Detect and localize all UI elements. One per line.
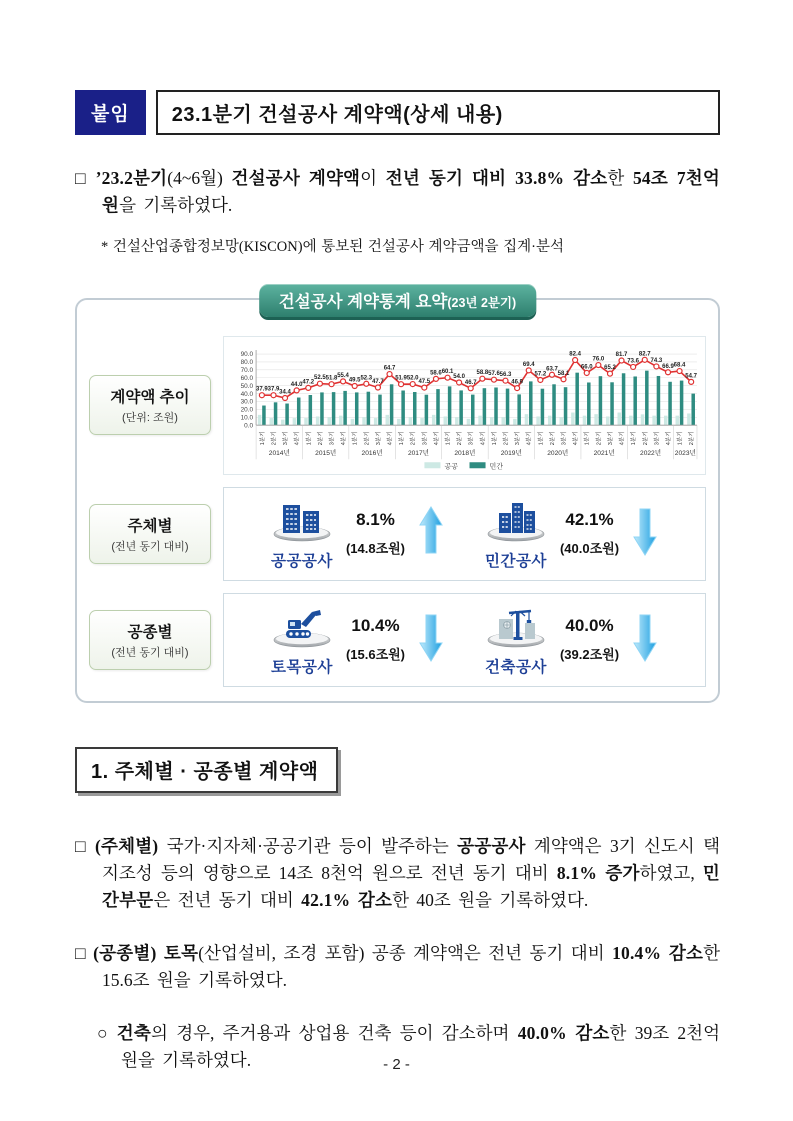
svg-text:73.6: 73.6 <box>627 358 639 365</box>
building-works-pct: 40.0% <box>565 616 614 636</box>
svg-text:4분기: 4분기 <box>619 431 626 446</box>
svg-text:공공: 공공 <box>444 463 458 471</box>
subject-stats-box <box>223 487 706 581</box>
attachment-badge: 붙임 <box>75 90 146 135</box>
svg-text:68.4: 68.4 <box>673 362 686 369</box>
svg-text:66.0: 66.0 <box>580 364 593 371</box>
svg-text:2분기: 2분기 <box>457 431 464 446</box>
svg-text:1분기: 1분기 <box>445 431 452 446</box>
private-works-amount: (40.0조원) <box>559 541 620 557</box>
svg-text:58.6: 58.6 <box>430 370 442 377</box>
trend-row <box>89 336 706 474</box>
trend-label-box <box>89 375 211 435</box>
svg-text:1분기: 1분기 <box>584 431 591 446</box>
worktype-sub: (전년 동기 대비) <box>111 646 189 659</box>
svg-text:2018년: 2018년 <box>454 450 476 458</box>
svg-text:1분기: 1분기 <box>352 431 359 446</box>
down-arrow-icon <box>418 611 444 668</box>
svg-text:2022년: 2022년 <box>640 450 662 458</box>
svg-text:3분기: 3분기 <box>561 431 568 446</box>
svg-text:37.9: 37.9 <box>256 386 268 393</box>
svg-text:2015년: 2015년 <box>315 450 337 458</box>
svg-text:57.6: 57.6 <box>488 371 500 378</box>
svg-text:49.5: 49.5 <box>348 377 361 384</box>
summary-box <box>75 293 720 702</box>
svg-text:34.4: 34.4 <box>279 389 291 396</box>
svg-text:2분기: 2분기 <box>596 431 603 446</box>
civil-works-stat <box>271 603 444 677</box>
svg-text:1분기: 1분기 <box>399 431 406 446</box>
svg-text:60.0: 60.0 <box>240 375 254 383</box>
svg-text:3분기: 3분기 <box>375 431 382 446</box>
building-paragraph: ○ 건축의 경우, 주거용과 상업용 건축 등이 감소하며 40.0% 감소한 39조 2천억 원을 기록하였다. <box>97 1023 720 1071</box>
subject-row <box>89 487 706 581</box>
svg-text:65.2: 65.2 <box>604 365 616 372</box>
public-works-amount: (14.8조원) <box>345 541 406 557</box>
svg-text:90.0: 90.0 <box>240 351 254 359</box>
svg-text:2014년: 2014년 <box>268 450 290 458</box>
public-buildings-icon <box>271 497 333 548</box>
svg-text:2021년: 2021년 <box>593 450 615 458</box>
svg-text:2분기: 2분기 <box>317 431 324 446</box>
crane-icon <box>485 603 547 654</box>
worktype-stats-box <box>223 593 706 687</box>
svg-text:민간: 민간 <box>489 463 504 471</box>
svg-text:3분기: 3분기 <box>654 431 661 446</box>
public-works-name: 공공공사 <box>270 552 333 570</box>
subject-label: 주체별 <box>127 517 173 535</box>
worktype-paragraph: □ (공종별) 토목(산업설비, 조경 포함) 공종 계약액은 전년 동기 대비 10.4% 감소한 15.6조 원을 기록하였다. <box>75 942 720 991</box>
summary-title-text: 건설공사 계약통계 요약 <box>278 293 448 312</box>
private-buildings-icon <box>485 497 547 548</box>
svg-text:30.0: 30.0 <box>240 398 254 406</box>
svg-text:2016년: 2016년 <box>361 450 383 458</box>
document-header <box>75 90 720 135</box>
svg-text:52.0: 52.0 <box>406 375 419 382</box>
section1-title: 1. 주체별 · 공종별 계약액 <box>75 747 338 793</box>
civil-works-pct: 10.4% <box>351 616 400 636</box>
civil-works-name: 토목공사 <box>270 658 333 676</box>
trend-unit: (단위: 조원) <box>122 412 178 425</box>
svg-text:4분기: 4분기 <box>341 431 348 446</box>
svg-text:1분기: 1분기 <box>491 431 498 446</box>
subject-paragraph: □ (주체별) 국가·지자체·공공기관 등이 발주하는 공공공사 계약액은 3기 신도시 택지조성 등의 영향으로 14조 8천억 원으로 전년 동기 대비 8.1% 증가하였고, 민간부문은 전년 동기 대비 42.1% 감소한 40조 원을 기록하였다. <box>75 835 720 910</box>
svg-text:2분기: 2분기 <box>410 431 417 446</box>
svg-text:2분기: 2분기 <box>271 431 278 446</box>
svg-text:2분기: 2분기 <box>549 431 556 446</box>
svg-text:4분기: 4분기 <box>433 431 440 446</box>
down-arrow-icon <box>632 611 658 668</box>
svg-text:4분기: 4분기 <box>526 431 533 446</box>
svg-text:56.3: 56.3 <box>499 372 512 379</box>
svg-text:52.5: 52.5 <box>314 375 326 382</box>
svg-text:4분기: 4분기 <box>480 431 487 446</box>
up-arrow-icon <box>418 505 444 562</box>
svg-text:47.2: 47.2 <box>302 379 315 386</box>
svg-text:20.0: 20.0 <box>240 406 254 414</box>
svg-text:64.7: 64.7 <box>383 365 396 372</box>
svg-text:47.5: 47.5 <box>418 379 431 386</box>
svg-text:4분기: 4분기 <box>573 431 580 446</box>
svg-text:3분기: 3분기 <box>422 431 429 446</box>
svg-text:2020년: 2020년 <box>547 450 569 458</box>
svg-text:82.4: 82.4 <box>569 351 581 358</box>
svg-text:69.4: 69.4 <box>522 362 535 369</box>
svg-text:4분기: 4분기 <box>387 431 394 446</box>
svg-text:58.8: 58.8 <box>476 370 489 377</box>
document-title: 23.1분기 건설공사 계약액(상세 내용) <box>156 90 720 135</box>
svg-text:3분기: 3분기 <box>515 431 522 446</box>
svg-text:51.9: 51.9 <box>395 375 407 382</box>
svg-text:80.0: 80.0 <box>240 359 254 367</box>
svg-text:58.1: 58.1 <box>557 371 570 378</box>
page-number: - 2 - <box>383 1056 410 1073</box>
svg-text:44.0: 44.0 <box>290 382 303 389</box>
svg-text:54.7: 54.7 <box>685 373 698 380</box>
svg-text:1분기: 1분기 <box>306 431 313 446</box>
civil-works-amount: (15.6조원) <box>345 647 406 663</box>
svg-text:81.7: 81.7 <box>615 352 628 359</box>
svg-text:1분기: 1분기 <box>538 431 545 446</box>
svg-text:3분기: 3분기 <box>329 431 336 446</box>
svg-text:4분기: 4분기 <box>666 431 673 446</box>
footnote: * 건설산업종합정보망(KISCON)에 통보된 건설공사 계약금액을 집계·분석 <box>101 239 565 256</box>
svg-text:82.7: 82.7 <box>638 351 651 358</box>
worktype-label: 공종별 <box>127 623 173 641</box>
svg-text:2분기: 2분기 <box>642 431 649 446</box>
svg-text:2023년: 2023년 <box>674 450 696 458</box>
svg-text:2분기: 2분기 <box>503 431 510 446</box>
private-works-name: 민간공사 <box>485 552 547 570</box>
svg-text:51.8: 51.8 <box>325 375 338 382</box>
svg-text:3분기: 3분기 <box>283 431 290 446</box>
svg-text:74.3: 74.3 <box>650 358 663 365</box>
svg-text:57.2: 57.2 <box>534 371 547 378</box>
worktype-row <box>89 593 706 687</box>
svg-text:10.0: 10.0 <box>240 414 254 422</box>
down-arrow-icon <box>632 505 658 562</box>
summary-title-sub: (23년 2분기) <box>447 296 517 311</box>
building-works-stat <box>485 603 658 677</box>
trend-label: 계약액 추이 <box>110 389 190 407</box>
trend-chart-svg <box>226 341 703 471</box>
svg-text:47.7: 47.7 <box>372 379 384 386</box>
building-works-amount: (39.2조원) <box>559 647 620 663</box>
svg-text:4분기: 4분기 <box>294 431 301 446</box>
excavator-icon <box>271 603 333 654</box>
svg-text:60.1: 60.1 <box>441 369 454 376</box>
public-works-pct: 8.1% <box>356 510 395 530</box>
svg-text:2분기: 2분기 <box>689 431 696 446</box>
svg-text:1분기: 1분기 <box>677 431 684 446</box>
subject-sub: (전년 동기 대비) <box>111 540 189 553</box>
contract-trend-chart <box>223 336 706 474</box>
svg-text:2017년: 2017년 <box>407 450 430 458</box>
svg-text:50.0: 50.0 <box>240 383 254 391</box>
svg-text:66.9: 66.9 <box>662 364 674 371</box>
svg-text:46.9: 46.9 <box>511 379 523 386</box>
svg-text:37.9: 37.9 <box>267 386 280 393</box>
private-works-stat <box>485 497 658 571</box>
svg-text:3분기: 3분기 <box>468 431 475 446</box>
svg-text:76.0: 76.0 <box>592 356 605 363</box>
svg-text:54.0: 54.0 <box>453 374 465 381</box>
subject-label-box <box>89 504 211 564</box>
svg-text:63.7: 63.7 <box>546 366 558 373</box>
svg-text:52.3: 52.3 <box>360 375 373 382</box>
svg-text:55.4: 55.4 <box>337 373 349 380</box>
svg-text:1분기: 1분기 <box>259 431 266 446</box>
svg-text:3분기: 3분기 <box>608 431 615 446</box>
svg-text:46.7: 46.7 <box>464 380 477 387</box>
private-works-pct: 42.1% <box>565 510 614 530</box>
svg-text:70.0: 70.0 <box>240 367 254 375</box>
svg-text:2019년: 2019년 <box>500 450 522 458</box>
svg-text:40.0: 40.0 <box>240 391 254 399</box>
intro-paragraph: □ ’23.2분기(4~6월) 건설공사 계약액이 전년 동기 대비 33.8% 감소한 54조 7천억 원을 기록하였다. <box>75 168 721 216</box>
svg-text:2분기: 2분기 <box>364 431 371 446</box>
worktype-label-box <box>89 610 211 670</box>
building-works-name: 건축공사 <box>485 658 547 676</box>
summary-title <box>259 284 536 317</box>
svg-text:1분기: 1분기 <box>631 431 638 446</box>
public-works-stat <box>271 497 444 571</box>
svg-text:0.0: 0.0 <box>244 422 254 430</box>
